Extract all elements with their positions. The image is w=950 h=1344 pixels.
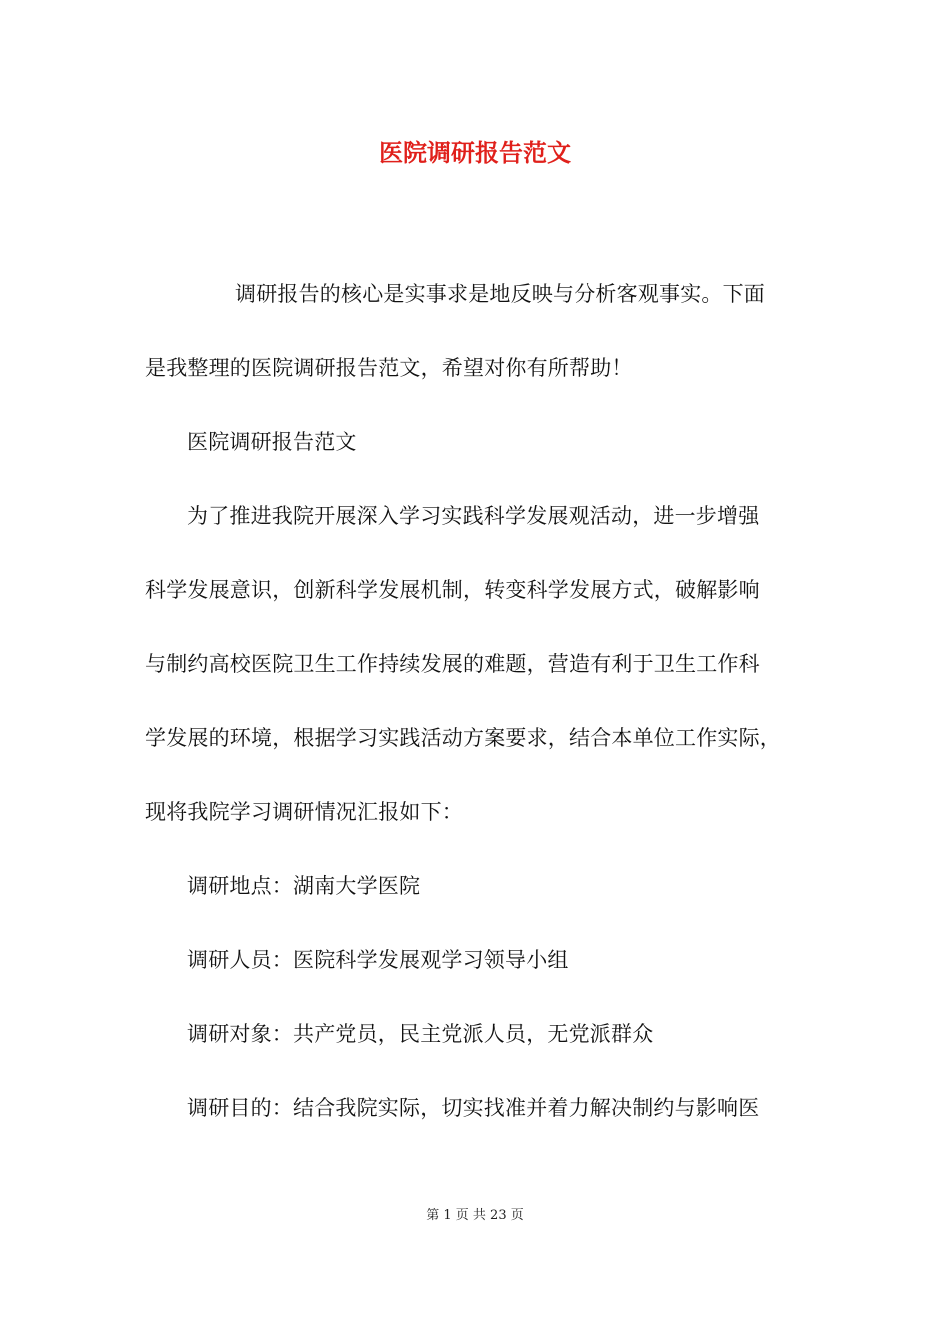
document-body xyxy=(145,276,805,1164)
survey-personnel: 调研人员：医院科学发展观学习领导小组 xyxy=(187,948,569,972)
survey-subjects: 调研对象：共产党员，民主党派人员，无党派群众 xyxy=(187,1022,654,1046)
intro-line-2: 是我整理的医院调研报告范文，希望对你有所帮助！ xyxy=(145,356,633,380)
survey-purpose: 调研目的：结合我院实际，切实找准并着力解决制约与影响医 xyxy=(187,1096,760,1120)
body-line-1: 为了推进我院开展深入学习实践科学发展观活动，进一步增强 xyxy=(187,504,760,528)
body-line-2: 科学发展意识，创新科学发展机制，转变科学发展方式，破解影响 xyxy=(145,578,760,602)
page-number: 第 1 页 共 23 页 xyxy=(426,1208,524,1223)
body-line-4: 学发展的环境，根据学习实践活动方案要求，结合本单位工作实际， xyxy=(145,726,781,750)
body-line-3: 与制约高校医院卫生工作持续发展的难题，营造有利于卫生工作科 xyxy=(145,652,760,676)
section-heading: 医院调研报告范文 xyxy=(187,430,357,454)
body-line-5: 现将我院学习调研情况汇报如下： xyxy=(145,800,463,824)
document-title: 医院调研报告范文 xyxy=(379,138,571,167)
survey-location: 调研地点：湖南大学医院 xyxy=(187,874,421,898)
intro-line-1: 调研报告的核心是实事求是地反映与分析客观事实。下面 xyxy=(235,282,765,306)
